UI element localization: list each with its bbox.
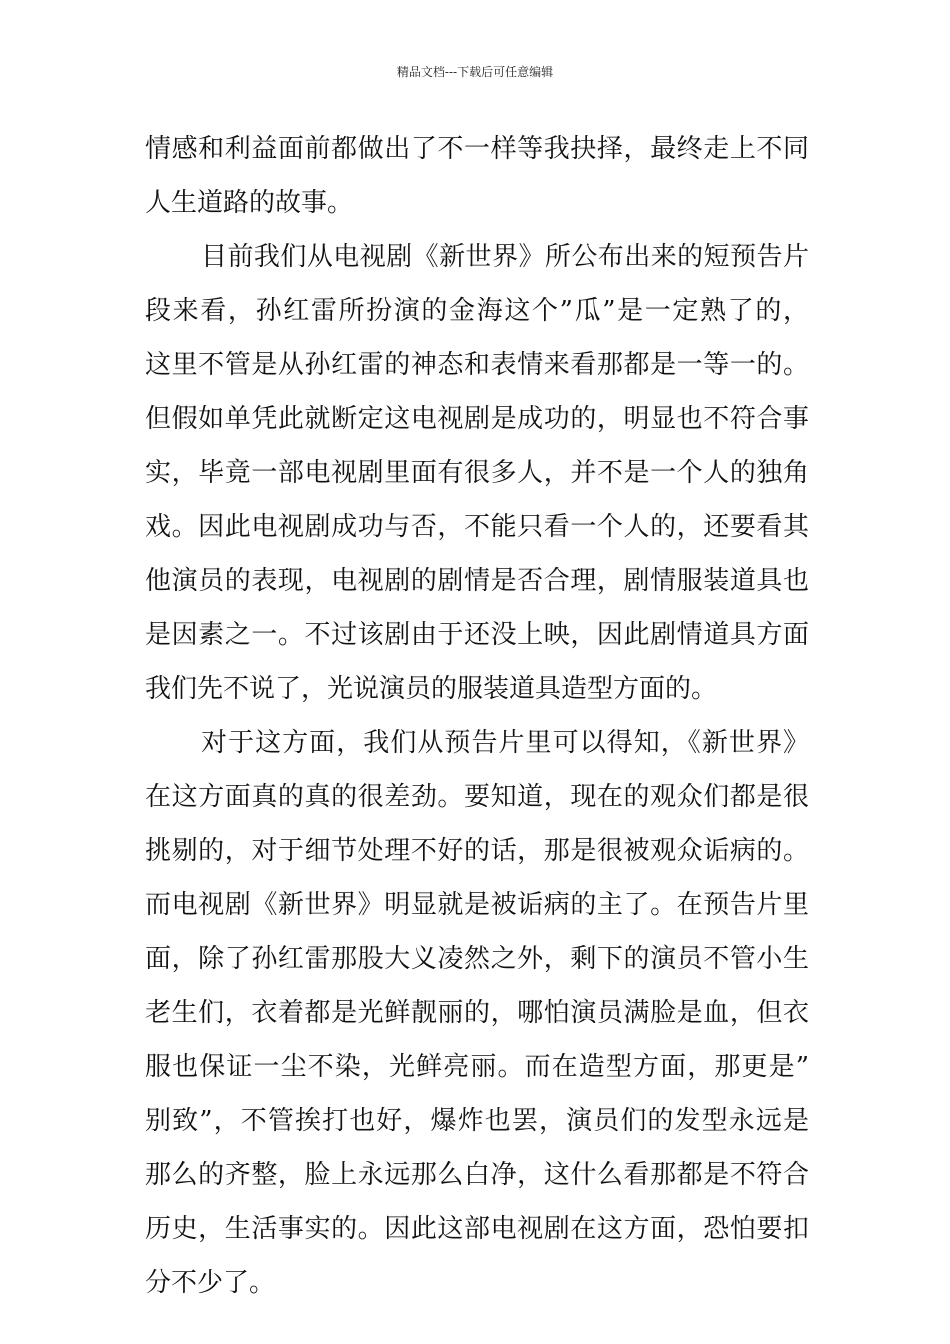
text-line: 是因素之一。不过该剧由于还没上映，因此剧情道具方面 xyxy=(145,620,809,650)
text-line: 分不少了。 xyxy=(145,1268,276,1298)
paragraph xyxy=(145,716,809,1310)
text-line: 段来看，孙红雷所扮演的金海这个”瓜”是一定熟了的， xyxy=(145,296,809,326)
text-line: 对于这方面，我们从预告片里可以得知，《新世界》 xyxy=(201,728,809,758)
text-line: 服也保证一尘不染，光鲜亮丽。而在造型方面，那更是” xyxy=(145,1052,809,1082)
document-body xyxy=(145,122,809,1310)
paragraph xyxy=(145,122,809,230)
text-line: 而电视剧《新世界》明显就是被诟病的主了。在预告片里 xyxy=(145,890,809,920)
page-header: 精品文档---下载后可任意编辑 xyxy=(396,65,554,79)
text-line: 但假如单凭此就断定这电视剧是成功的，明显也不符合事 xyxy=(145,404,809,434)
text-line: 他演员的表现，电视剧的剧情是否合理，剧情服装道具也 xyxy=(145,566,809,596)
text-line: 实，毕竟一部电视剧里面有很多人，并不是一个人的独角 xyxy=(145,458,809,488)
text-line: 老生们，衣着都是光鲜靓丽的，哪怕演员满脸是血，但衣 xyxy=(145,998,809,1028)
text-line: 那么的齐整，脸上永远那么白净，这什么看那都是不符合 xyxy=(145,1160,809,1190)
text-line: 戏。因此电视剧成功与否，不能只看一个人的，还要看其 xyxy=(145,512,809,542)
text-line: 这里不管是从孙红雷的神态和表情来看那都是一等一的。 xyxy=(145,350,809,380)
text-line: 面，除了孙红雷那股大义凌然之外，剩下的演员不管小生 xyxy=(145,944,809,974)
text-line: 挑剔的，对于细节处理不好的话，那是很被观众诟病的。 xyxy=(145,836,809,866)
text-line: 我们先不说了，光说演员的服装道具造型方面的。 xyxy=(145,674,718,704)
text-line: 目前我们从电视剧《新世界》所公布出来的短预告片 xyxy=(201,242,809,272)
text-line: 别致”，不管挨打也好，爆炸也罢，演员们的发型永远是 xyxy=(145,1106,809,1136)
text-line: 人生道路的故事。 xyxy=(145,188,354,218)
text-line: 历史，生活事实的。因此这部电视剧在这方面，恐怕要扣 xyxy=(145,1214,809,1244)
text-line: 在这方面真的真的很差劲。要知道，现在的观众们都是很 xyxy=(145,782,809,812)
text-line: 情感和利益面前都做出了不一样等我抉择，最终走上不同 xyxy=(145,134,809,164)
paragraph xyxy=(145,230,809,716)
